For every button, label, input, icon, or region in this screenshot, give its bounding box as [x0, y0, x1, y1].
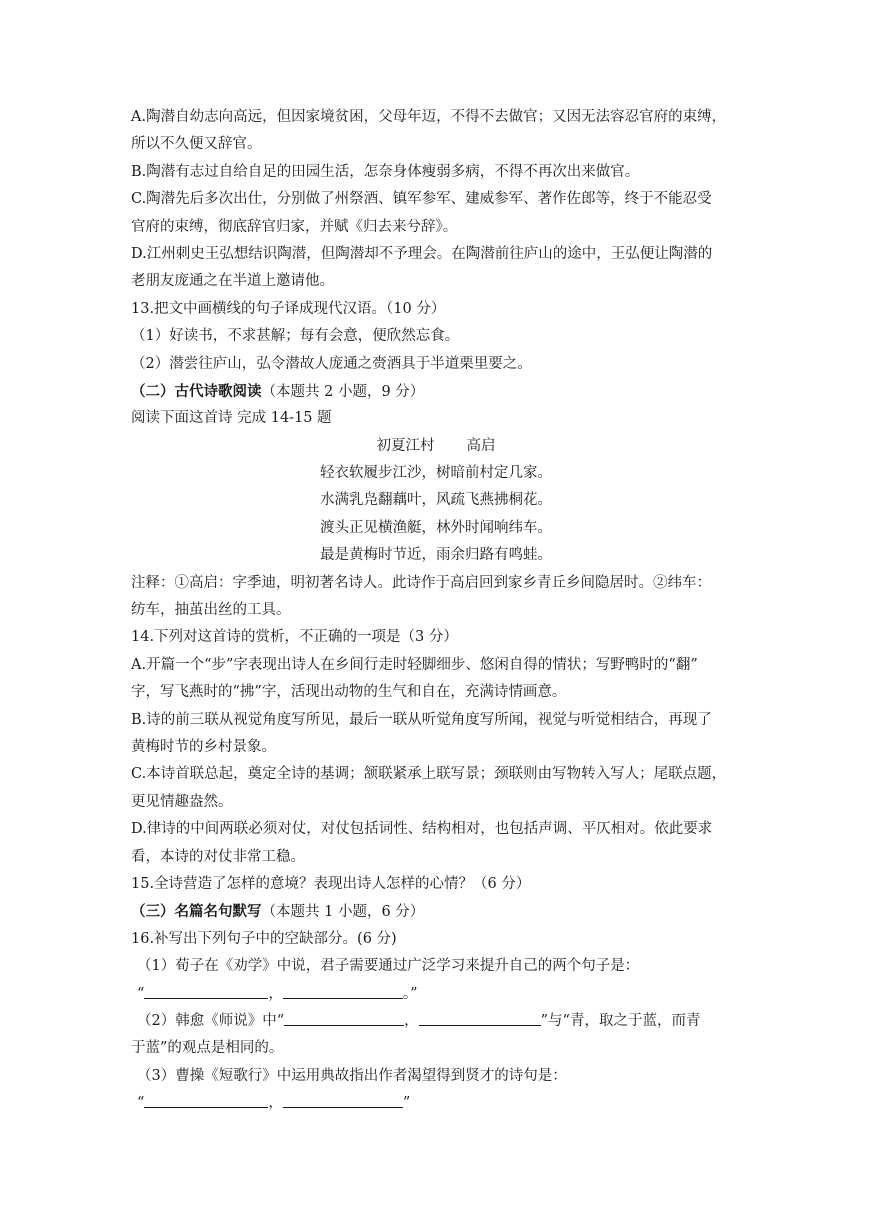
q16-item-3-answer-row: [131, 1090, 741, 1117]
answer-blank-3[interactable]: [284, 1010, 404, 1026]
q12-option-b-line1: B.陶潜有志过自给自足的田园生活，怎奈身体瘦弱多病，不得不再次出来做官。: [131, 163, 640, 180]
poem-title: 初夏江村: [376, 437, 435, 454]
q14-stem: 14.下列对这首诗的赏析，不正确的一项是（3 分）: [131, 629, 458, 646]
q16-item-1: （1）荀子在《劝学》中说，君子需要通过广泛学习来提升自己的两个句子是：: [137, 958, 640, 975]
q14-option-b-line1: B.诗的前三联从视觉角度写所见，最后一联从听觉角度写所闻，视觉与听觉相结合，再现了: [131, 711, 712, 728]
comma-separator: ，: [268, 1095, 283, 1112]
section-2-note: （本题共 2 小题，9 分）: [261, 383, 425, 400]
poem-line-4: 最是黄梅时节近，雨余归路有鸣蛙。: [320, 547, 552, 564]
poem-title-row: [131, 433, 741, 460]
q12-option-d-line2: 老朋友庞通之在半道上邀请他。: [131, 273, 334, 290]
q12-option-a-line1: A.陶潜自幼志向高远，但因家境贫困，父母年迈，不得不去做官；又因无法容忍官府的束缚，: [131, 109, 727, 125]
poem-line-2: 水满乳凫翻藕叶，风疏飞燕拂桐花。: [320, 492, 552, 509]
q16-stem: 16.补写出下列句子中的空缺部分。(6 分): [131, 930, 397, 947]
poem-line-1: 轻衣软履步江沙，树暗前村定几家。: [320, 465, 552, 482]
poem-author: 高启: [466, 437, 496, 454]
open-quote: “: [137, 1095, 145, 1112]
q16-item-2-row: [131, 1008, 741, 1035]
open-quote: “: [137, 985, 145, 1002]
q14-option-d-line1: D.律诗的中间两联必须对仗，对仗包括词性、结构相对，也包括声调、平仄相对。依此要求: [131, 821, 713, 838]
close-quote: 。”: [402, 985, 418, 1002]
comma-separator: ，: [404, 1012, 419, 1029]
q16-item-2-prefix: （2）韩愈《师说》中“: [137, 1012, 285, 1029]
q12-option-d-line1: D.江州刺史王弘想结识陶潜，但陶潜却不予理会。在陶潜前往庐山的途中，王弘便让陶潜的: [131, 245, 713, 262]
q14-option-b-line2: 黄梅时节的乡村景象。: [131, 738, 276, 755]
section-2-instruction: 阅读下面这首诗 完成 14-15 题: [131, 410, 332, 427]
comma-separator: ，: [268, 985, 283, 1002]
answer-blank-4[interactable]: [419, 1010, 541, 1026]
poem-notes-line1: 注释：①高启：字季迪，明初著名诗人。此诗作于高启回到家乡青丘乡间隐居时。②纬车：: [131, 574, 711, 591]
q14-option-c-line2: 更见情趣盎然。: [131, 793, 233, 810]
poem-line-3: 渡头正见横渔艇，林外时闻响纬车。: [320, 519, 552, 536]
q16-item-2-line2: 于蓝”的观点是相同的。: [131, 1040, 284, 1057]
q16-item-1-answer-row: [131, 981, 741, 1008]
section-3-heading-row: [131, 898, 741, 925]
answer-blank-6[interactable]: [283, 1092, 403, 1108]
q14-option-a-line1: A.开篇一个“步”字表现出诗人在乡间行走时轻脚细步、悠闲自得的情状；写野鸭时的“翻”: [131, 656, 698, 673]
section-2-heading: （二）古代诗歌阅读: [131, 382, 262, 400]
q12-option-c-line1: C.陶潜先后多次出仕，分别做了州祭酒、镇军参军、建威参军、著作佐郎等，终于不能忍受: [131, 191, 712, 208]
answer-blank-5[interactable]: [144, 1092, 268, 1108]
section-3-heading: （三）名篇名句默写: [131, 903, 262, 921]
q14-option-c-line1: C.本诗首联总起，奠定全诗的基调；颔联紧承上联写景；颈联则由写物转入写人；尾联点题，: [131, 766, 727, 783]
q16-item-2-suffix: ”与“青，取之于蓝，而青: [540, 1012, 701, 1029]
q13-item-1: （1）好读书，不求甚解；每有会意，便欣然忘食。: [131, 328, 460, 345]
q12-option-a-line2: 所以不久便又辞官。: [131, 136, 262, 153]
section-2-heading-row: [131, 378, 741, 405]
q16-item-3: （3）曹操《短歌行》中运用典故指出作者渴望得到贤才的诗句是：: [137, 1067, 567, 1084]
q13-item-2: （2）潜尝往庐山，弘令潜故人庞通之赍酒具于半道栗里要之。: [131, 355, 532, 372]
q15-stem: 15.全诗营造了怎样的意境？表现出诗人怎样的心情？（6 分）: [131, 875, 531, 892]
poem-notes-line2: 纺车，抽茧出丝的工具。: [131, 602, 291, 619]
q12-option-c-line2: 官府的束缚，彻底辞官归家，并赋《归去来兮辞》。: [131, 218, 458, 235]
answer-blank-2[interactable]: [283, 983, 403, 999]
q14-option-d-line2: 看，本诗的对仗非常工稳。: [131, 848, 305, 865]
answer-blank-1[interactable]: [144, 983, 268, 999]
close-quote: ”: [402, 1095, 411, 1112]
document-page: [131, 104, 741, 1117]
section-3-note: （本题共 1 小题，6 分）: [261, 904, 425, 921]
q13-stem: 13.把文中画横线的句子译成现代汉语。（10 分）: [131, 300, 446, 317]
q14-option-a-line2: 字，写飞燕时的“拂”字，活现出动物的生气和自在，充满诗情画意。: [131, 684, 567, 701]
